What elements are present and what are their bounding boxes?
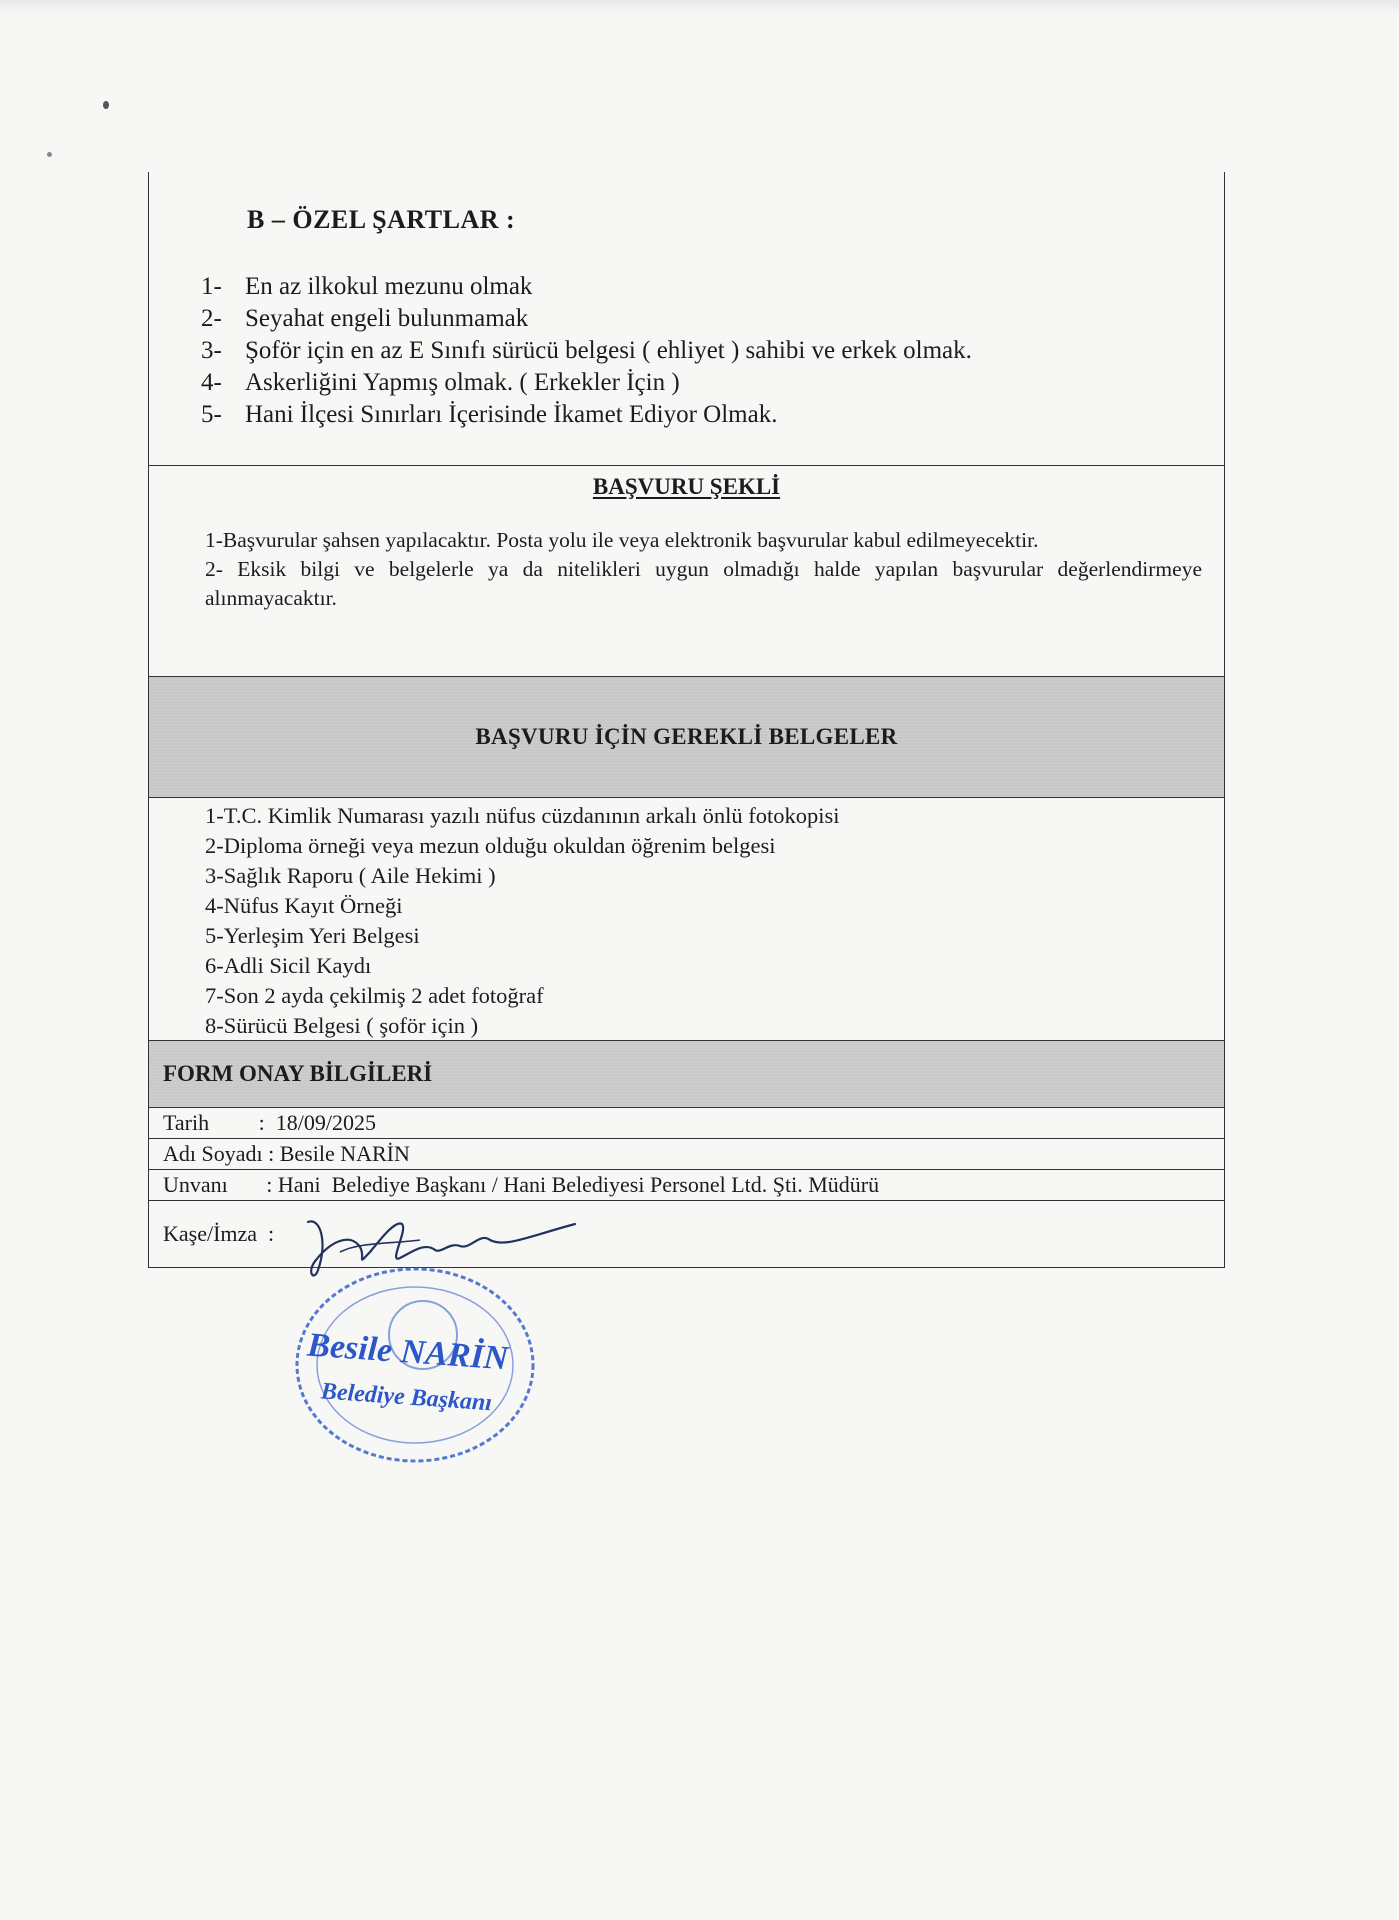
signature-row: Kaşe/İmza : — [163, 1221, 275, 1246]
method-paragraph: 1-Başvurular şahsen yapılacaktır. Posta yolu ile veya elektronik başvurular kabul edilmeyecektir. — [205, 528, 1039, 552]
scan-speck — [47, 152, 52, 157]
date-row: Tarih : 18/09/2025 — [163, 1110, 376, 1135]
form-approval-header — [148, 1040, 1225, 1108]
application-method-section — [148, 466, 1225, 676]
form-frame — [148, 172, 1225, 1268]
scan-edge — [0, 0, 1399, 14]
required-documents-header — [148, 676, 1225, 798]
required-documents-list — [205, 801, 839, 1041]
table-row — [149, 1170, 1224, 1201]
list-item: 3-Sağlık Raporu ( Aile Hekimi ) — [205, 863, 496, 888]
table-row — [149, 1139, 1224, 1170]
list-item: 2- Seyahat engeli bulunmamak — [201, 305, 529, 332]
list-item: 3- Şoför için en az E Sınıfı sürücü belgesi ( ehliyet ) sahibi ve erkek olmak. — [201, 337, 972, 364]
special-conditions-section — [148, 172, 1225, 465]
method-paragraph: 2- Eksik bilgi ve belgelerle ya da nitelikleri uygun olmadığı halde yapılan başvurular değerlendirmeye alınmayacaktır. — [205, 557, 1202, 610]
list-item: 7-Son 2 ayda çekilmiş 2 adet fotoğraf — [205, 983, 544, 1008]
list-item: 4-Nüfus Kayıt Örneği — [205, 893, 403, 918]
special-conditions-list — [201, 271, 972, 431]
required-documents-title: BAŞVURU İÇİN GEREKLİ BELGELER — [475, 724, 898, 749]
stamp-role: Belediye Başkanı — [320, 1378, 493, 1417]
list-item: 6-Adli Sicil Kaydı — [205, 953, 372, 978]
table-row — [149, 1108, 1224, 1139]
list-item: 5- Hani İlçesi Sınırları İçerisinde İkamet Ediyor Olmak. — [201, 401, 778, 428]
list-item: 4- Askerliğini Yapmış olmak. ( Erkekler İçin ) — [201, 369, 680, 396]
application-method-title: BAŞVURU ŞEKLİ — [592, 474, 781, 499]
name-row: Adı Soyadı : Besile NARİN — [163, 1141, 410, 1166]
application-method-body — [205, 526, 1202, 613]
job-title-row: Unvanı : Hani Belediye Başkanı / Hani Belediyesi Personel Ltd. Şti. Müdürü — [163, 1172, 880, 1197]
list-item: 2-Diploma örneği veya mezun olduğu okuldan öğrenim belgesi — [205, 833, 776, 858]
list-item: 5-Yerleşim Yeri Belgesi — [205, 923, 420, 948]
form-approval-title: FORM ONAY BİLGİLERİ — [163, 1061, 433, 1086]
required-documents-section — [148, 798, 1225, 1040]
scan-speck — [103, 101, 109, 109]
special-conditions-title: B – ÖZEL ŞARTLAR : — [247, 205, 516, 234]
list-item: 1-T.C. Kimlik Numarası yazılı nüfus cüzdanının arkalı önlü fotokopisi — [205, 803, 840, 828]
official-stamp — [285, 1255, 550, 1475]
list-item: 8-Sürücü Belgesi ( şoför için ) — [205, 1013, 479, 1038]
stamp-name: Besile NARİN — [306, 1326, 510, 1378]
list-item: 1- En az ilkokul mezunu olmak — [201, 273, 533, 300]
